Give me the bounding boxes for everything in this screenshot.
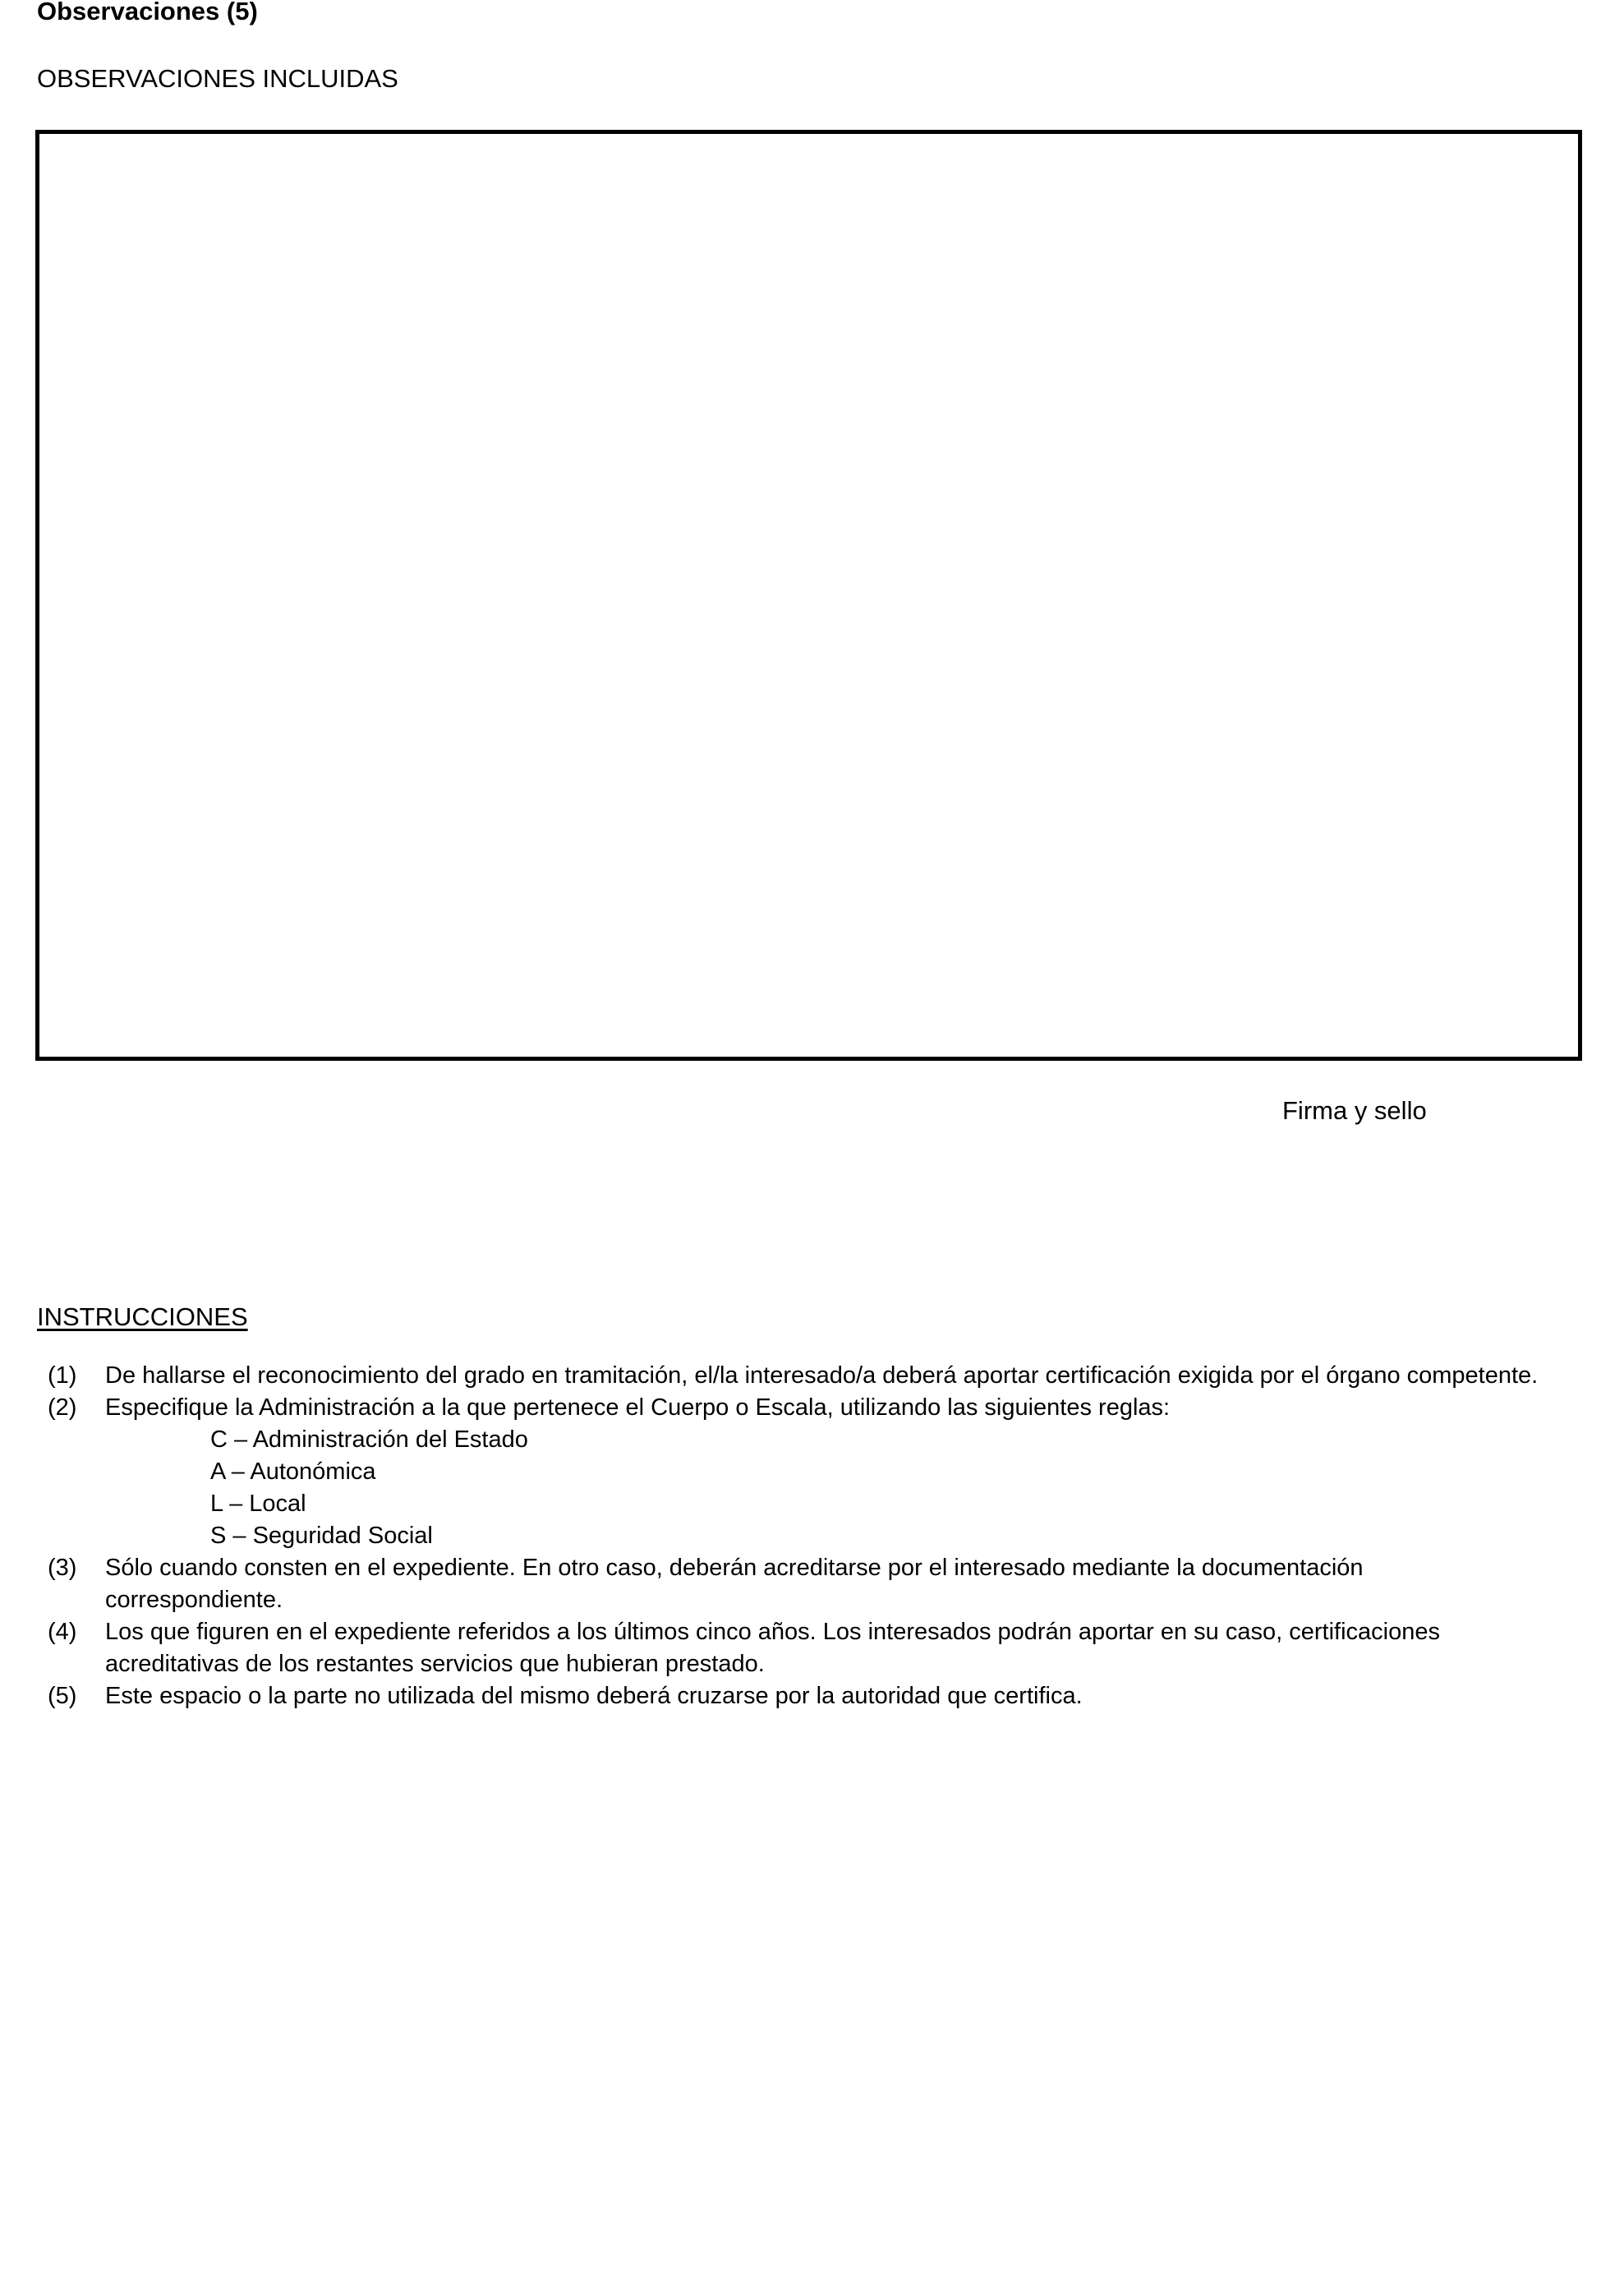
- observations-box: [35, 130, 1582, 1061]
- section-subtitle: OBSERVACIONES INCLUIDAS: [37, 64, 398, 93]
- instruction-text: Los que figuren en el expediente referidos a los últimos cinco años. Los interesados podrán aportar en su caso, certificaciones: [105, 1619, 1440, 1645]
- rule-item: L – Local: [210, 1491, 306, 1517]
- rule-item: S – Seguridad Social: [210, 1523, 433, 1549]
- instruction-number: (2): [48, 1394, 77, 1421]
- rule-item: A – Autonómica: [210, 1458, 376, 1485]
- instruction-text: De hallarse el reconocimiento del grado en tramitación, el/la interesado/a deberá aportar certificación exigida por el órgano competente.: [105, 1362, 1539, 1389]
- rule-item: C – Administración del Estado: [210, 1426, 528, 1453]
- instruction-text: Sólo cuando consten en el expediente. En otro caso, deberán acreditarse por el interesado mediante la documentación: [105, 1555, 1364, 1581]
- instruction-text: Especifique la Administración a la que pertenece el Cuerpo o Escala, utilizando las siguientes reglas:: [105, 1394, 1171, 1421]
- instruction-number: (3): [48, 1555, 77, 1581]
- instruction-number: (1): [48, 1362, 77, 1389]
- instruction-text: acreditativas de los restantes servicios que hubieran prestado.: [105, 1651, 765, 1677]
- instruction-text: Este espacio o la parte no utilizada del mismo deberá cruzarse por la autoridad que certifica.: [105, 1683, 1083, 1709]
- instructions-heading: INSTRUCCIONES: [37, 1302, 248, 1331]
- section-title: Observaciones (5): [37, 0, 258, 25]
- signature-label: Firma y sello: [1282, 1096, 1427, 1125]
- instruction-number: (4): [48, 1619, 77, 1645]
- instruction-number: (5): [48, 1683, 77, 1709]
- instruction-text: correspondiente.: [105, 1587, 283, 1613]
